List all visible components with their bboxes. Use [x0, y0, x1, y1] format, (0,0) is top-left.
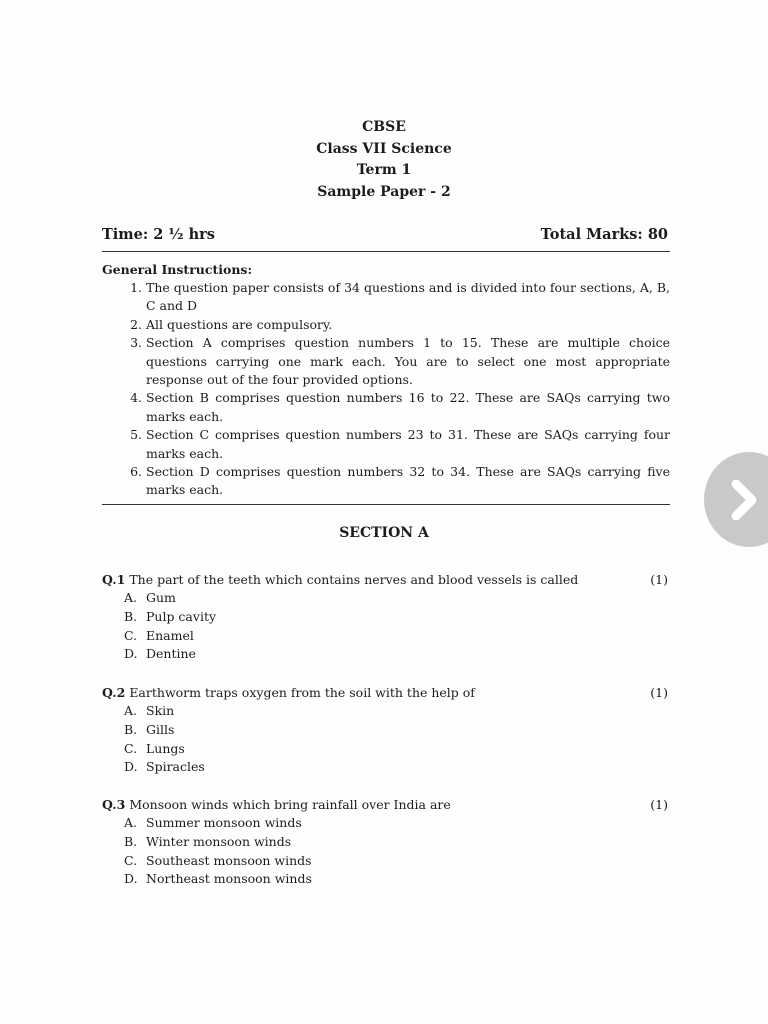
option-letter: B.: [124, 721, 138, 737]
instruction-item: 3. Section A comprises question numbers 1 to 15. These are multiple choice questions carrying one mark each. You are to select one most appropriate response out of the four provided options.: [146, 334, 670, 389]
question-marks: (1): [650, 797, 668, 812]
option: [102, 870, 668, 889]
class-subject: Class VII Science: [316, 140, 452, 157]
total-marks: Total Marks: 80: [540, 226, 668, 243]
board-name: CBSE: [362, 119, 406, 135]
option-text: Gills: [146, 721, 175, 737]
question-line: [102, 795, 668, 814]
option-text: Northeast monsoon winds: [146, 871, 312, 887]
question-1: [102, 570, 668, 664]
instruction-item: 2. All questions are compulsory.: [146, 316, 670, 334]
option-text: Pulp cavity: [146, 608, 217, 624]
option-text: Southeast monsoon winds: [146, 852, 312, 868]
option-letter: A.: [124, 815, 138, 830]
option-letter: C.: [124, 852, 138, 868]
option: [102, 814, 668, 833]
divider-bottom: [102, 504, 670, 505]
option-letter: B.: [124, 833, 138, 849]
instruction-item: 4. Section B comprises question numbers 16 to 22. These are SAQs carrying two marks each.: [146, 389, 670, 426]
section-title: SECTION A: [339, 525, 429, 541]
question-marks: (1): [650, 572, 668, 587]
question-2: [102, 683, 668, 777]
option: [102, 702, 668, 721]
question-number: Q.3: [102, 797, 126, 812]
option-letter: C.: [124, 740, 138, 756]
question-marks: (1): [650, 685, 668, 700]
option: [102, 758, 668, 777]
option: [102, 852, 668, 871]
option-letter: A.: [124, 703, 138, 718]
option-text: Lungs: [146, 740, 185, 756]
paper-title: Sample Paper - 2: [317, 183, 451, 200]
question-3: [102, 795, 668, 889]
instruction-item: 1. The question paper consists of 34 questions and is divided into four sections, A, B, C and D: [146, 279, 670, 316]
time-marks-row: [102, 226, 668, 243]
option-letter: C.: [124, 627, 138, 643]
option-text: Dentine: [146, 646, 196, 662]
chevron-right-icon: [726, 480, 766, 520]
question-text: Earthworm traps oxygen from the soil with the help of: [129, 685, 475, 700]
option-letter: A.: [124, 590, 138, 605]
option-text: Skin: [146, 703, 175, 718]
option: [102, 645, 668, 664]
term: Term 1: [356, 162, 412, 178]
question-number: Q.2: [102, 685, 126, 700]
option-text: Spiracles: [146, 759, 205, 775]
option: [102, 589, 668, 608]
option-text: Enamel: [146, 627, 194, 643]
option-text: Summer monsoon winds: [146, 815, 302, 830]
time-allowed: Time: 2 ½ hrs: [102, 226, 215, 243]
option-text: Winter monsoon winds: [146, 833, 292, 849]
instruction-item: 5. Section C comprises question numbers 23 to 31. These are SAQs carrying four marks each.: [146, 426, 670, 463]
option-text: Gum: [146, 590, 176, 605]
general-instructions: [102, 262, 670, 500]
option: [102, 740, 668, 759]
option-letter: D.: [124, 759, 138, 775]
divider-top: [102, 251, 670, 252]
instruction-item: 6. Section D comprises question numbers 32 to 34. These are SAQs carrying five marks each.: [146, 463, 670, 500]
question-line: [102, 570, 668, 589]
option: [102, 833, 668, 852]
option-letter: B.: [124, 608, 138, 624]
question-line: [102, 683, 668, 702]
option: [102, 627, 668, 646]
instructions-title: General Instructions:: [102, 262, 253, 277]
question-text: The part of the teeth which contains nerves and blood vessels is called: [129, 572, 579, 587]
option-letter: D.: [124, 871, 138, 887]
question-text: Monsoon winds which bring rainfall over India are: [129, 797, 451, 812]
option-letter: D.: [124, 646, 138, 662]
paper-header: [0, 117, 768, 203]
instructions-list: [102, 279, 670, 500]
option: [102, 608, 668, 627]
question-number: Q.1: [102, 572, 126, 587]
option: [102, 721, 668, 740]
